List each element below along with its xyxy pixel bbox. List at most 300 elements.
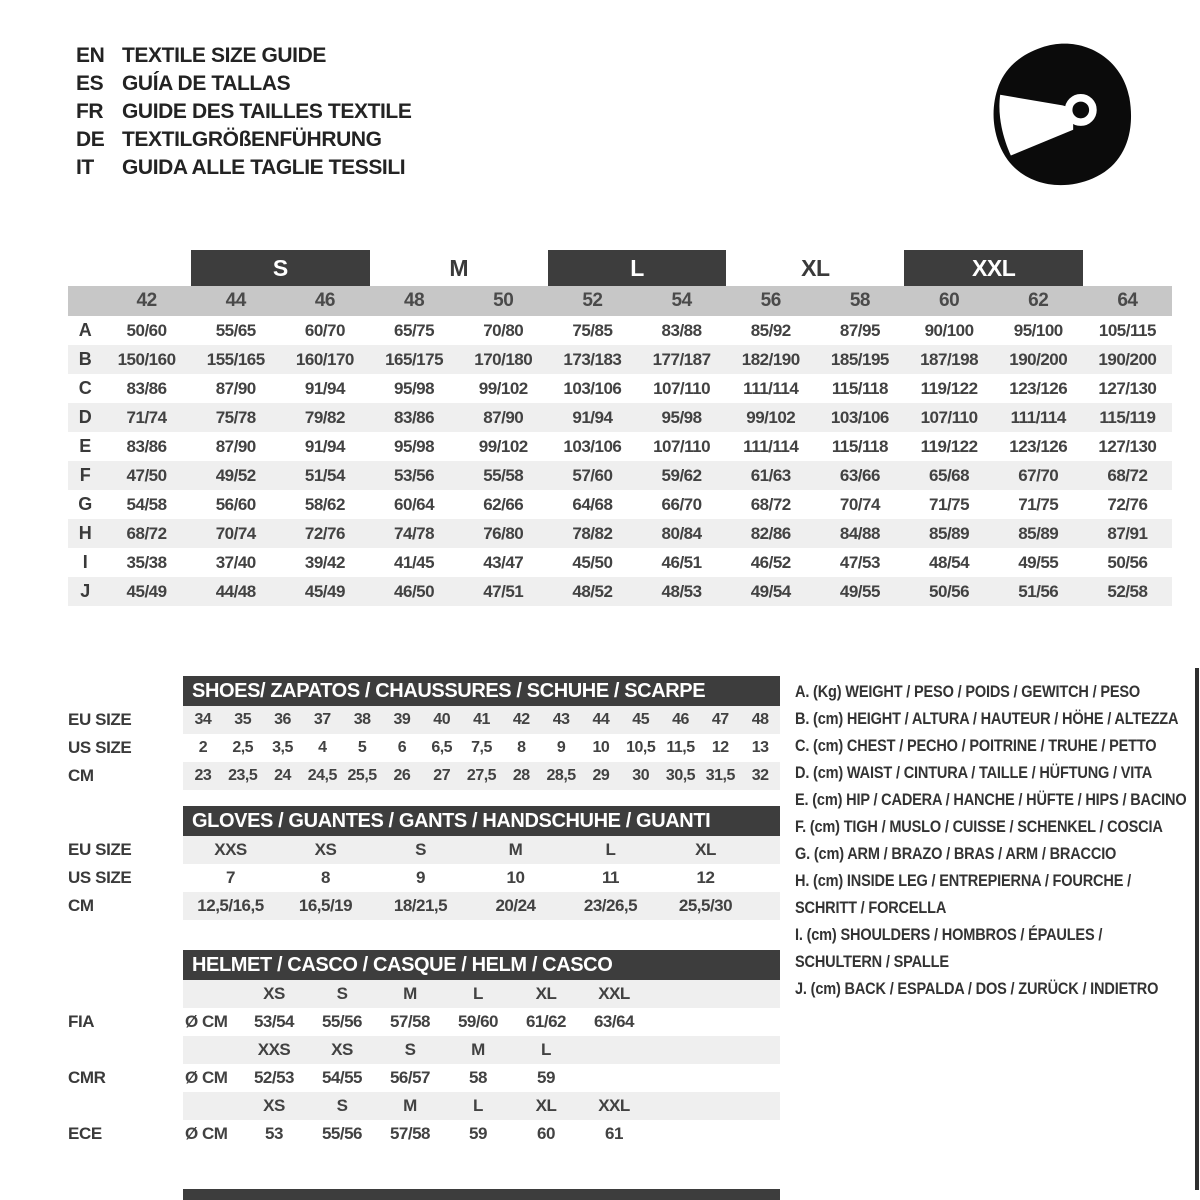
gloves-cell: 25,5/30 [678,896,733,915]
measurement-row [68,403,1172,432]
size-header-cell: 44 [225,290,246,311]
gloves-row [68,836,780,864]
size-header-cell: 54 [671,290,692,311]
value-cell: 47/53 [839,552,880,572]
shoes-cell: 23,5 [228,767,258,784]
shoes-cell: 42 [512,711,530,728]
shoes-row [68,734,780,762]
value-cell: 170/180 [474,349,533,369]
shoes-cell: 45 [632,711,650,728]
value-cell: 35/38 [126,552,167,572]
language-row [76,42,411,70]
value-cell: 119/122 [920,436,978,456]
size-header-cell: 60 [939,290,960,311]
shoes-cell: 26 [393,767,411,784]
value-cell: 62/66 [483,494,524,514]
shoes-row-label: EU SIZE [68,710,132,729]
helmet-row-label [68,1092,183,1120]
helmet-unit-cell: Ø CM [185,1012,228,1031]
language-list [76,42,411,182]
shoes-strip [183,734,780,762]
shoes-cell: 35 [234,711,252,728]
helmet-value-row [68,1064,780,1092]
shoes-cell: 11,5 [666,739,695,756]
shoes-rows [68,706,780,790]
helmet-value-cell: 53/54 [253,1012,295,1031]
value-cell: 43/47 [483,552,524,572]
helmet-size-cell: XS [263,984,285,1003]
value-cell: 76/80 [483,523,524,543]
value-cell: 190/200 [1009,349,1068,369]
size-header-cell: 58 [849,290,870,311]
value-cell: 85/92 [750,320,791,340]
value-cell: 37/40 [215,552,256,572]
shoes-cell: 4 [318,739,327,756]
measurement-row [68,345,1172,374]
legend-item: E. (cm) HIP / CADERA / HANCHE / HÜFTE / HIPS / BACINO [795,790,1187,809]
helmet-size-cell: XL [535,984,557,1003]
gloves-row-label: US SIZE [68,868,132,887]
shoes-strip [183,762,780,790]
value-cell: 49/52 [215,465,256,485]
value-cell: 83/86 [126,436,167,456]
value-cell: 66/70 [661,494,702,514]
gloves-cell: 9 [416,868,425,887]
shoes-cell: 10 [592,739,610,756]
size-group-l: L [548,250,726,286]
helmet-section [68,950,780,1148]
helmet-size-row [68,1036,780,1064]
measurement-row [68,577,1172,606]
value-cell: 99/102 [478,436,528,456]
value-cell: 91/94 [572,407,613,427]
size-header-cell: 64 [1117,290,1138,311]
value-cell: 82/86 [750,523,791,543]
value-cell: 182/190 [741,349,800,369]
helmet-value-cell: 52/53 [253,1068,295,1087]
helmet-value-cell: 59/60 [457,1012,499,1031]
textile-size-groups [68,250,1172,286]
value-cell: 115/118 [831,378,888,398]
language-label: TEXTILE SIZE GUIDE [122,44,326,67]
helmet-size-cell: L [473,984,483,1003]
textile-size-table [68,250,1172,606]
value-cell: 80/84 [661,523,702,543]
measurement-row [68,548,1172,577]
legend-item: G. (cm) ARM / BRAZO / BRAS / ARM / BRACCIO [795,844,1117,863]
value-cell: 83/88 [661,320,702,340]
value-cell: 60/70 [304,320,345,340]
value-cell: 187/198 [920,349,979,369]
value-cell: 45/49 [126,581,167,601]
value-cell: 48/53 [661,581,702,601]
value-cell: 59/62 [661,465,702,485]
helmet-standard-label: CMR [68,1068,106,1087]
value-cell: 63/66 [839,465,880,485]
value-cell: 71/75 [1018,494,1059,514]
gloves-strip [183,864,780,892]
helmet-value-cell: 53 [265,1124,283,1143]
value-cell: 87/90 [215,436,256,456]
size-header-cell: 48 [404,290,425,311]
value-cell: 123/126 [1009,378,1068,398]
value-cell: 74/78 [394,523,435,543]
value-cell: 60/64 [394,494,435,514]
value-cell: 103/106 [830,407,889,427]
shoes-cell: 2 [198,739,208,756]
shoes-cell: 27,5 [466,767,497,784]
value-cell: 50/56 [1107,552,1148,572]
helmet-unit-spacer [183,1036,240,1064]
value-cell: 111/114 [743,436,799,456]
value-cell: 127/130 [1098,436,1157,456]
value-cell: 55/65 [215,320,256,340]
value-cell: 57/60 [572,465,613,485]
shoes-cell: 40 [433,711,451,728]
legend-item: B. (cm) HEIGHT / ALTURA / HAUTEUR / HÖHE / ALTEZZA [795,709,1179,728]
shoes-cell: 13 [751,739,769,756]
value-cell: 58/62 [304,494,345,514]
value-cell: 68/72 [750,494,791,514]
value-cell: 51/54 [304,465,345,485]
value-cell: 67/70 [1018,465,1059,485]
shoes-cell: 32 [751,767,769,784]
helmet-size-cell: XL [535,1096,557,1115]
value-cell: 51/56 [1018,581,1059,601]
value-cell: 91/94 [304,436,345,456]
shoes-cell: 28,5 [546,767,576,784]
value-cell: 160/170 [295,349,354,369]
value-cell: 50/56 [929,581,970,601]
shoes-cell: 29 [592,767,610,784]
gloves-rows [68,836,780,920]
legend-item: J. (cm) BACK / ESPALDA / DOS / ZURÜCK / INDIETRO [795,979,1159,998]
value-cell: 87/90 [483,407,524,427]
helmet-size-cell: XS [331,1040,353,1059]
shoes-cell: 43 [552,711,570,728]
measurement-row [68,461,1172,490]
helmet-size-strip [183,1092,780,1120]
shoes-row [68,762,780,790]
measurement-row [68,519,1172,548]
helmet-value-strip [183,1064,780,1092]
gloves-row [68,864,780,892]
shoes-cell: 34 [194,711,212,728]
value-cell: 55/58 [483,465,524,485]
helmet-value-cell: 61 [605,1124,623,1143]
value-cell: 185/195 [830,349,889,369]
value-cell: 79/82 [304,407,345,427]
value-cell: 70/74 [839,494,880,514]
helmet-size-cell: M [403,984,417,1003]
gloves-cell: 18/21,5 [393,896,448,915]
value-cell: 47/51 [483,581,524,601]
value-cell: 103/106 [563,436,622,456]
shoes-row-label: CM [68,766,94,785]
gloves-strip [183,836,780,864]
row-letter: H [78,523,92,543]
value-cell: 49/54 [750,581,791,601]
helmet-size-cell: XXL [598,984,630,1003]
row-letter: F [79,465,91,485]
legend-item: F. (cm) TIGH / MUSLO / CUISSE / SCHENKEL / COSCIA [795,817,1163,836]
legend-item: H. (cm) INSIDE LEG / ENTREPIERNA / FOURCHE / SCHRITT / FORCELLA [795,871,1131,917]
gloves-cell: 11 [602,868,619,887]
language-row [76,70,411,98]
row-letter: B [78,349,92,369]
value-cell: 99/102 [746,407,796,427]
value-cell: 119/122 [920,378,978,398]
shoes-cell: 30 [632,767,650,784]
helmet-size-strip [183,1036,780,1064]
helmet-value-cell: 54/55 [321,1068,363,1087]
value-cell: 87/95 [839,320,880,340]
gloves-cell: 16,5/19 [298,896,353,915]
shoes-cell: 38 [353,711,371,728]
shoes-cell: 24 [274,767,291,784]
shoes-cell: 9 [556,739,566,756]
value-cell: 47/50 [126,465,167,485]
gloves-cell: XS [314,840,337,859]
row-letter: E [79,436,91,456]
value-cell: 48/52 [572,581,613,601]
size-group-s: S [191,250,369,286]
language-row [76,98,411,126]
gloves-cell: S [415,840,426,859]
value-cell: 84/88 [839,523,880,543]
helmet-size-cell: S [404,1040,416,1059]
legend-item: C. (cm) CHEST / PECHO / POITRINE / TRUHE / PETTO [795,736,1157,755]
value-cell: 45/50 [572,552,613,572]
value-cell: 71/75 [929,494,970,514]
measurement-row [68,316,1172,345]
gloves-cell: 20/24 [495,896,536,915]
value-cell: 68/72 [126,523,167,543]
value-cell: 115/119 [1099,407,1156,427]
helmet-size-row [68,1092,780,1120]
shoes-cell: 30,5 [665,767,696,784]
language-code: IT [76,156,94,179]
value-cell: 95/98 [394,436,435,456]
value-cell: 54/58 [126,494,167,514]
helmet-value-cell: 57/58 [389,1012,431,1031]
shoes-cell: 6 [397,739,407,756]
shoes-row-label: US SIZE [68,738,132,757]
row-letter: I [82,552,88,572]
value-cell: 99/102 [478,378,528,398]
value-cell: 45/49 [304,581,345,601]
shoes-cell: 37 [313,711,331,728]
value-cell: 165/175 [385,349,444,369]
value-cell: 150/160 [117,349,176,369]
shoes-section-header: SHOES/ ZAPATOS / CHAUSSURES / SCHUHE / SCARPE [183,676,780,706]
language-code: EN [76,44,105,67]
value-cell: 70/80 [483,320,524,340]
size-header-cell: 52 [582,290,603,311]
gloves-cell: 12 [696,868,715,887]
helmet-row-label [68,1036,183,1064]
value-cell: 95/98 [661,407,702,427]
value-cell: 111/114 [1010,407,1066,427]
shoes-cell: 48 [751,711,769,728]
helmet-size-cell: M [403,1096,417,1115]
value-cell: 49/55 [839,581,880,601]
value-cell: 39/42 [304,552,345,572]
value-cell: 105/115 [1098,320,1156,340]
gloves-cell: 7 [226,868,235,887]
size-header-cell: 42 [136,290,157,311]
helmet-size-cell: XS [263,1096,285,1115]
language-label: GUIDA ALLE TAGLIE TESSILI [122,156,406,179]
helmet-unit-cell: Ø CM [185,1124,228,1143]
shoes-cell: 27 [433,767,451,784]
value-cell: 177/187 [652,349,711,369]
shoes-cell: 46 [672,711,689,728]
language-row [76,154,411,182]
value-cell: 123/126 [1009,436,1068,456]
row-letter: J [80,581,90,601]
helmet-standard-label: FIA [68,1012,95,1031]
helmet-size-cell: L [473,1096,483,1115]
helmet-value-cell: 58 [469,1068,487,1087]
gloves-row-label: CM [68,896,94,915]
gloves-cell: L [605,840,616,859]
helmet-size-cell [580,1036,648,1064]
helmet-size-cell: XXS [257,1040,291,1059]
value-cell: 87/90 [215,378,256,398]
language-label: GUIDE DES TAILLES TEXTILE [122,100,412,123]
corner-cell [68,286,102,316]
value-cell: 71/74 [126,407,167,427]
helmet-unit-spacer [183,1092,240,1120]
shoes-cell: 31,5 [705,767,735,784]
gloves-section [68,806,780,920]
size-header-cell: 56 [760,290,781,311]
value-cell: 68/72 [1107,465,1148,485]
value-cell: 107/110 [653,378,711,398]
helmet-value-cell: 59 [537,1068,555,1087]
value-cell: 75/85 [572,320,613,340]
helmet-size-cell: L [541,1040,551,1059]
shoes-section [68,676,780,790]
shoes-cell: 10,5 [626,739,656,756]
language-code: ES [76,72,104,95]
row-letter: D [78,407,92,427]
legend-item: A. (Kg) WEIGHT / PESO / POIDS / GEWITCH / PESO [795,682,1141,701]
shoes-cell: 36 [274,711,291,728]
gloves-cell: M [508,840,523,859]
value-cell: 87/91 [1107,523,1148,543]
textile-sizes-row [68,286,1172,316]
value-cell: 70/74 [215,523,256,543]
racing-helmet-icon [985,33,1137,193]
size-header-cell: 46 [314,290,335,311]
gloves-cell: 12,5/16,5 [197,896,264,915]
value-cell: 95/98 [394,378,435,398]
helmet-value-cell: 55/56 [321,1124,363,1143]
helmet-rows [68,980,780,1148]
helmet-section-header: HELMET / CASCO / CASQUE / HELM / CASCO [183,950,780,980]
value-cell: 61/63 [750,465,791,485]
value-cell: 41/45 [394,552,435,572]
helmet-size-row [68,980,780,1008]
shoes-cell: 28 [512,767,530,784]
shoes-cell: 6,5 [431,739,453,756]
shoes-strip [183,706,780,734]
value-cell: 64/68 [572,494,613,514]
shoes-cell: 24,5 [307,767,337,784]
language-code: FR [76,100,104,123]
shoes-cell: 8 [517,739,526,756]
value-cell: 155/165 [206,349,265,369]
helmet-value-strip [183,1008,780,1036]
value-cell: 173/183 [563,349,622,369]
helmet-size-cell: XXL [598,1096,630,1115]
value-cell: 72/76 [304,523,345,543]
value-cell: 111/114 [743,378,799,398]
helmet-value-cell: 61/62 [525,1012,567,1031]
gloves-row [68,892,780,920]
size-group-xl: XL [801,254,830,281]
shoes-cell: 41 [473,711,490,728]
shoes-cell: 5 [357,739,367,756]
value-cell: 127/130 [1098,378,1157,398]
shoes-cell: 23 [194,767,212,784]
value-cell: 83/86 [394,407,435,427]
helmet-size-strip [183,980,780,1008]
value-cell: 115/118 [831,436,888,456]
helmet-standard-label: ECE [68,1124,102,1143]
helmet-value-cell: 60 [537,1124,555,1143]
helmet-unit-spacer [183,980,240,1008]
value-cell: 90/100 [924,320,974,340]
value-cell: 49/55 [1018,552,1059,572]
shoes-row [68,706,780,734]
language-row [76,126,411,154]
textile-body [68,316,1172,606]
helmet-value-cell: 56/57 [389,1068,431,1087]
shoes-cell: 39 [393,711,411,728]
helmet-unit-cell: Ø CM [185,1068,228,1087]
legend-item: I. (cm) SHOULDERS / HOMBROS / ÉPAULES / SCHULTERN / SPALLE [795,925,1103,971]
value-cell: 50/60 [126,320,167,340]
value-cell: 46/51 [661,552,702,572]
measurement-legend [795,678,1187,1002]
shoes-cell: 3,5 [272,739,293,756]
helmet-value-strip [183,1120,780,1148]
helmet-value-cell [580,1064,648,1092]
value-cell: 53/56 [394,465,435,485]
value-cell: 72/76 [1107,494,1148,514]
measurement-row [68,432,1172,461]
value-cell: 107/110 [920,407,978,427]
value-cell: 75/78 [215,407,256,427]
value-cell: 85/89 [929,523,970,543]
cropped-next-header-bar [183,1189,780,1200]
value-cell: 48/54 [929,552,970,572]
value-cell: 83/86 [126,378,167,398]
helmet-row-label [68,980,183,1008]
helmet-value-row [68,1008,780,1036]
helmet-size-cell: S [336,1096,348,1115]
gloves-cell: 23/26,5 [583,896,638,915]
value-cell: 78/82 [572,523,613,543]
size-header-cell: 62 [1028,290,1049,311]
value-cell: 95/100 [1013,320,1063,340]
shoes-cell: 44 [592,711,610,728]
row-letter: A [78,320,92,340]
row-letter: C [78,378,92,398]
